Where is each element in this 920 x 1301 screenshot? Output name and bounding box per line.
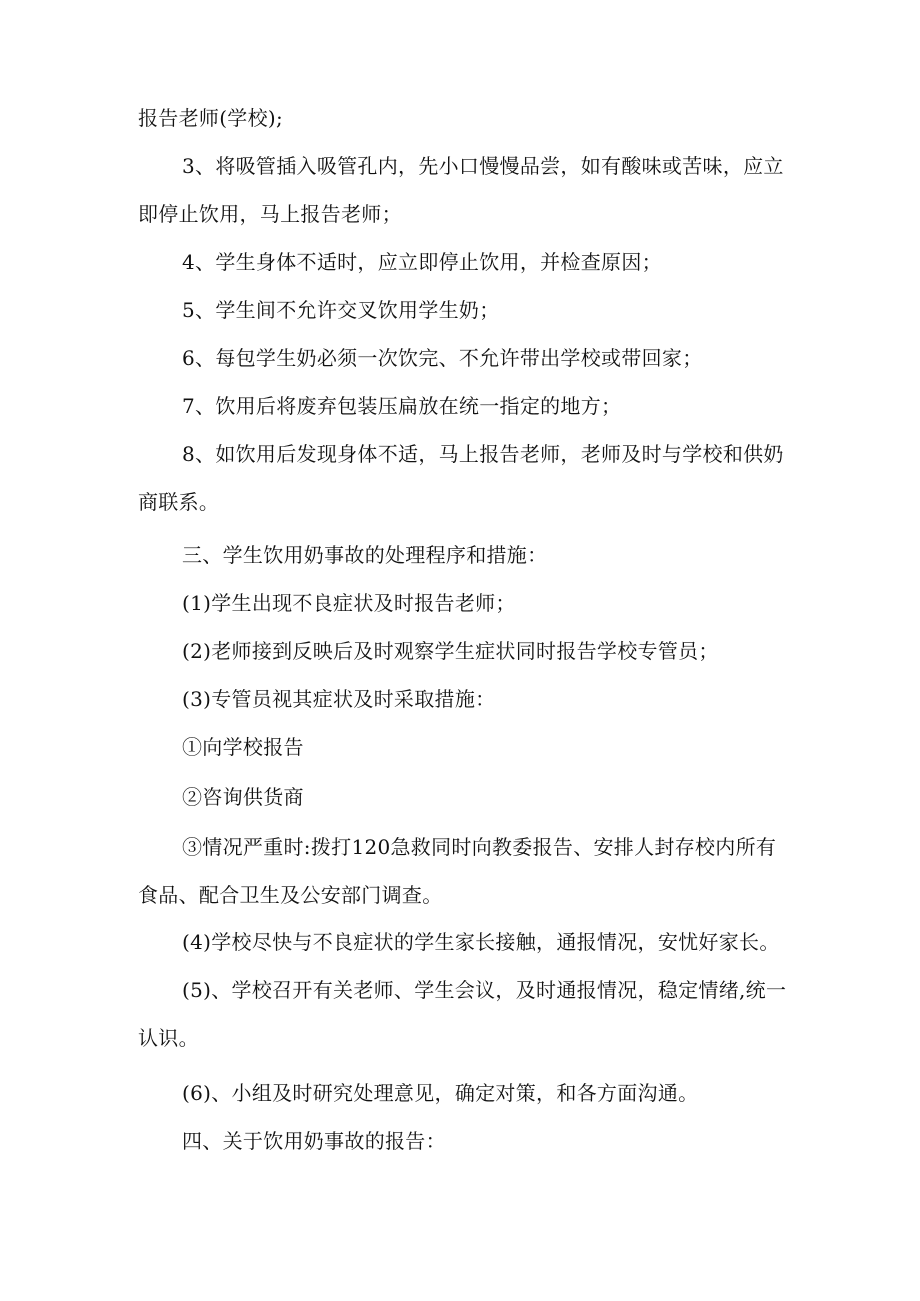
text-line: ③情况严重时:拨打120急救同时向教委报告、安排人封存校内所有: [182, 835, 777, 859]
text-line: 6、每包学生奶必须一次饮完、不允许带出学校或带回家；: [182, 346, 703, 370]
text-line: (2)老师接到反映后及时观察学生症状同时报告学校专管员；: [182, 639, 719, 663]
text-line: (3)专管员视其症状及时采取措施：: [182, 687, 496, 711]
text-line: (6)、小组及时研究处理意见，确定对策，和各方面沟通。: [182, 1081, 699, 1105]
text-line: 8、如饮用后发现身体不适，马上报告老师，老师及时与学校和供奶: [182, 442, 784, 466]
text-line: (5)、学校召开有关老师、学生会议，及时通报情况，稳定情绪,统一: [182, 978, 787, 1002]
text-line: ①向学校报告: [182, 735, 304, 759]
text-line: 3、将吸管插入吸管孔内，先小口慢慢品尝，如有酸味或苦味，应立: [182, 154, 784, 178]
text-line: (1)学生出现不良症状及时报告老师；: [182, 591, 516, 615]
text-line: 食品、配合卫生及公安部门调查。: [138, 883, 443, 907]
text-line: 5、学生间不允许交叉饮用学生奶；: [182, 298, 500, 322]
text-line: 即停止饮用，马上报告老师；: [138, 202, 402, 226]
text-line: ②咨询供货商: [182, 785, 304, 809]
text-line: (4)学校尽快与不良症状的学生家长接触，通报情况，安忧好家长。: [182, 930, 780, 954]
section-heading: 四、关于饮用奶事故的报告：: [182, 1129, 446, 1153]
section-heading: 三、学生饮用奶事故的处理程序和措施：: [182, 543, 548, 567]
text-line: 商联系。: [138, 490, 220, 514]
text-line: 认识。: [138, 1026, 199, 1050]
text-line: 报告老师(学校);: [138, 106, 284, 130]
text-line: 4、学生身体不适时，应立即停止饮用，并检查原因；: [182, 250, 662, 274]
text-line: 7、饮用后将废弃包装压扁放在统一指定的地方；: [182, 394, 622, 418]
